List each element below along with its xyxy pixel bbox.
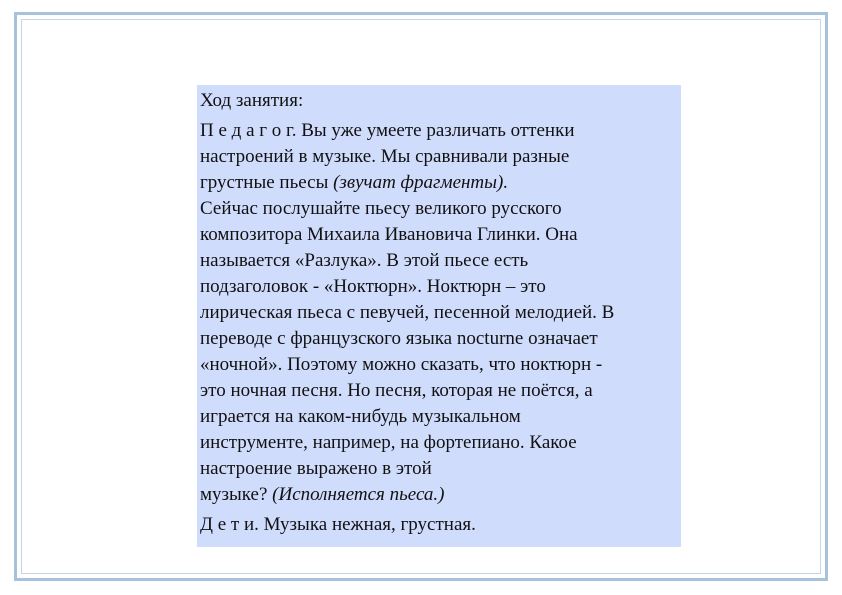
teacher-line (200, 118, 681, 144)
teacher-label: П е д а г о г. (200, 120, 297, 141)
children-label: Д е т и. (200, 514, 259, 535)
text-line (200, 170, 681, 196)
stage-direction: (Исполняется пьеса.) (272, 484, 445, 505)
text-line (200, 482, 681, 508)
lesson-text-box (197, 85, 681, 547)
text-segment: грустные пьесы (200, 172, 329, 193)
lesson-heading: Ход занятия: (200, 90, 304, 111)
text-line: называется «Разлука». В этой пьесе есть (200, 250, 529, 271)
text-line: Сейчас послушайте пьесу великого русского (200, 198, 562, 219)
text-line: играется на каком-нибудь музыкальном (200, 406, 521, 427)
children-line (200, 512, 681, 538)
text-line: инструменте, например, на фортепиано. Какое (200, 432, 577, 453)
text-line: подзаголовок - «Ноктюрн». Ноктюрн – это (200, 276, 546, 297)
text-line: композитора Михаила Ивановича Глинки. Она (200, 224, 578, 245)
stage-direction: (звучат фрагменты). (333, 172, 509, 193)
teacher-intro: Вы уже умеете различать оттенки (301, 120, 575, 141)
text-line: лирическая пьеса с певучей, песенной мелодией. В (200, 302, 615, 323)
text-line: переводе с французского языка nocturne означает (200, 328, 598, 349)
text-line: «ночной». Поэтому можно сказать, что ноктюрн - (200, 354, 603, 375)
text-line: настроение выражено в этой (200, 458, 432, 479)
text-segment: музыке? (200, 484, 268, 505)
children-text: Музыка нежная, грустная. (263, 514, 476, 535)
text-line: это ночная песня. Но песня, которая не поётся, а (200, 380, 593, 401)
text-line: настроений в музыке. Мы сравнивали разные (200, 146, 570, 167)
